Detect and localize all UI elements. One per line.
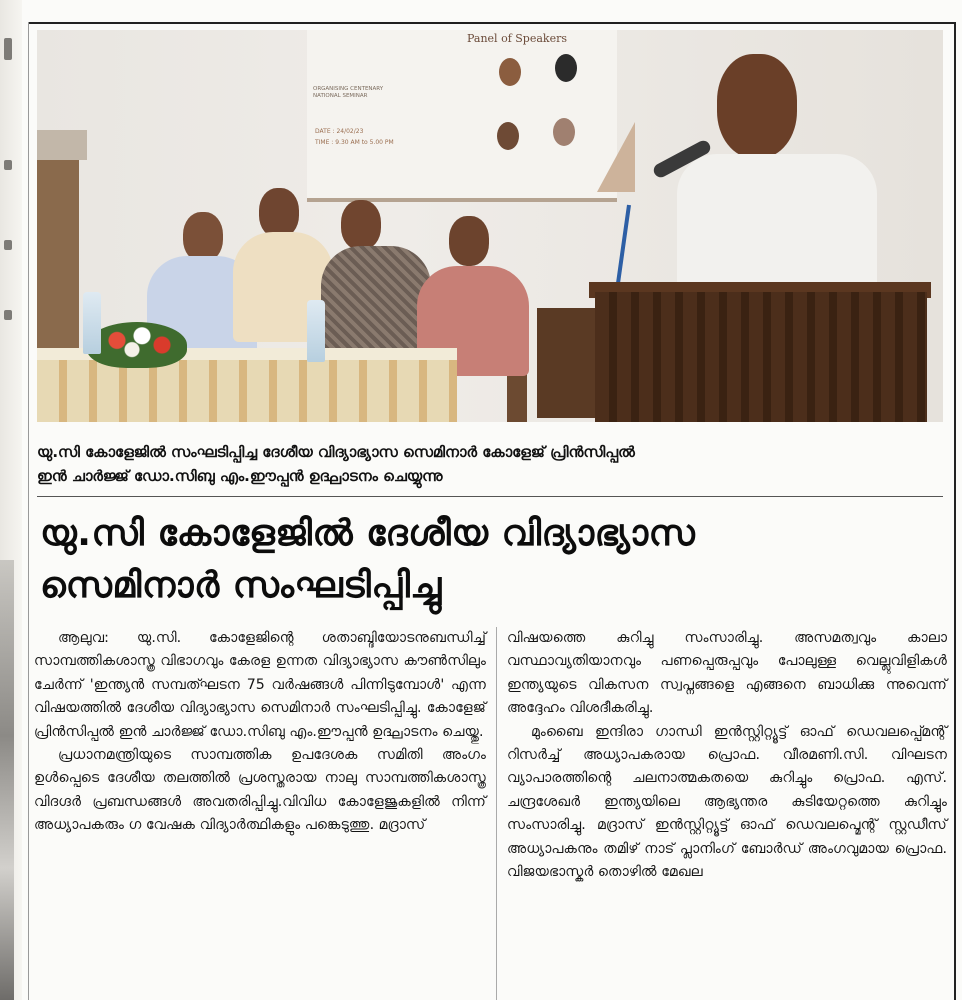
podium: [595, 292, 927, 422]
edge-mark: [4, 240, 12, 250]
column-divider: [496, 627, 497, 1000]
panelist-head: [259, 188, 299, 238]
photo-caption: [37, 440, 943, 488]
adjacent-page-edge: [0, 0, 22, 1000]
article-headline: [40, 508, 940, 612]
speaker-photo: [555, 54, 577, 82]
banner-heading: Panel of Speakers: [467, 32, 567, 45]
photo-door-frame: [37, 130, 87, 160]
table-front: [37, 360, 457, 422]
edge-mark: [4, 310, 12, 320]
speaker-photo: [499, 58, 521, 86]
edge-mark: [4, 38, 12, 60]
water-bottle: [307, 300, 325, 362]
caption-rule: [37, 496, 943, 497]
speaker-photo: [497, 122, 519, 150]
left-rule: [28, 22, 29, 1000]
banner-corner-decoration: [597, 122, 635, 192]
article-paragraph: പ്രധാനമന്ത്രിയുടെ സാമ്പത്തിക ഉപദേശക സമിതി അംഗം ഉൾപ്പെടെ ദേശീയ തലത്തിൽ പ്രശസ്തരായ നാലു സാമ്പത്തികശാസ്ത്ര വിദഗ്ദർ പ്രബന്ധങ്ങൾ അവതരിപ്പിച്ചു.വിവിധ കോളേജുകളിൽ നിന്ന് അധ്യാപകരും ഗ വേഷക വിദ്യാർത്ഥികളും പങ്കെടുത്തു. മദ്രാസ്: [34, 747, 486, 834]
panelist-head: [183, 212, 223, 262]
water-bottle: [83, 292, 101, 354]
caption-line: യു.സി കോളേജിൽ സംഘടിപ്പിച്ച ദേശീയ വിദ്യാഭ്യാസ സെമിനാർ കോളേജ് പ്രിൻസിപ്പൽ: [37, 443, 635, 461]
banner-subtitle: ORGANISING CENTENARY NATIONAL SEMINAR: [313, 86, 384, 99]
right-rule: [954, 22, 956, 1000]
banner-date: [315, 126, 435, 148]
article-paragraph: ആലുവ: യു.സി. കോളേജിന്റെ ശതാബ്ദിയോടനുബന്ധിച്ച് സാമ്പത്തികശാസ്ത്ര വിഭാഗവും കേരള ഉന്നത വിദ്യാഭ്യാസ കൗൺസിലും ചേർന്ന് 'ഇന്ത്യൻ സമ്പത്ഘടന 75 വർഷങ്ങൾ പിന്നിടുമ്പോൾ' എന്ന വിഷയത്തിൽ ദേശീയ വിദ്യാഭ്യാസ സെമിനാർ സംഘടിപ്പിച്ചു. കോളേജ് പ്രിൻസിപ്പൽ ഇൻ ചാർജ്ജ് ഡോ.സിബു എം.ഈപ്പൻ ഉദ്ഘാടനം ചെയ്തു.: [34, 630, 486, 740]
article-paragraph: മുംബൈ ഇന്ദിരാ ഗാന്ധി ഇൻസ്റ്റിറ്റ്യൂട്ട് ഓഫ് ഡെവലപ്പ്മെന്റ് റിസർച്ച് അധ്യാപകരായ പ്രൊഫ. വീരമണി.സി. വിഘടന വ്യാപാരത്തിന്റെ ചലനാത്മകതയെ കുറിച്ചും പ്രൊഫ. എസ്. ചന്ദ്രശേഖർ ഇന്ത്യയിലെ ആഭ്യന്തര കുടിയേറ്റത്തെ കുറിച്ചും സംസാരിച്ചു. മദ്രാസ് ഇൻസ്റ്റിറ്റ്യൂട്ട് ഓഫ് ഡെവലപ്മെന്റ് സ്റ്റഡീസ് അധ്യാപകനും തമിഴ് നാട് പ്ലാനിംഗ് ബോർഡ് അംഗവുമായ പ്രൊഫ. വിജയഭാസ്കർ തൊഴിൽ മേഖല: [507, 723, 947, 881]
speaker-head: [717, 54, 797, 158]
speaker-photo: [553, 118, 575, 146]
panelist-shirt: [321, 246, 431, 356]
panelist-head: [449, 216, 489, 266]
caption-line: ഇൻ ചാർജ്ജ് ഡോ.സിബു എം.ഈപ്പൻ ഉദ്ഘാടനം ചെയ്യുന്നു: [37, 467, 443, 485]
headline-line: സെമിനാർ സംഘടിപ്പിച്ചു: [40, 565, 442, 606]
seminar-banner: [307, 30, 617, 202]
news-photo: [37, 30, 943, 422]
edge-mark: [4, 160, 12, 170]
panelist-head: [341, 200, 381, 250]
banner-time-text: TIME : 9.30 AM to 5.00 PM: [315, 139, 394, 146]
edge-shadow: [0, 560, 14, 1000]
article-column-1: [34, 627, 486, 838]
article-paragraph: വിഷയത്തെ കുറിച്ചു സംസാരിച്ചു. അസമത്വവും കാലാ വസ്ഥാവ്യതിയാനവും പണപ്പെരുപ്പവും പോലുള്ള വെല്ലുവിളികൾ ഇന്ത്യയുടെ വികസന സ്വപ്നങ്ങളെ എങ്ങനെ ബാധിക്കു ന്നുവെന്ന് അദ്ദേഹം വിശദീകരിച്ചു.: [507, 630, 947, 717]
headline-line: യു.സി കോളേജിൽ ദേശീയ വിദ്യാഭ്യാസ: [40, 513, 696, 554]
chair: [537, 308, 599, 418]
flower-bouquet: [87, 322, 187, 368]
banner-date-text: DATE : 24/02/23: [315, 128, 364, 135]
article-column-2: [507, 627, 947, 884]
top-rule: [28, 22, 954, 24]
